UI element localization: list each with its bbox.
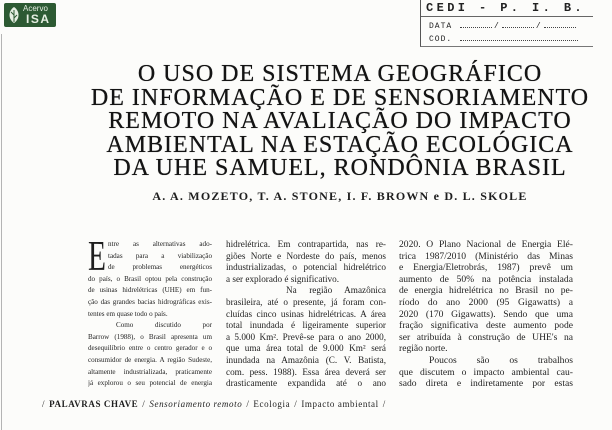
stamp-code-row bbox=[429, 33, 580, 45]
keyword-item: Impacto ambiental bbox=[301, 399, 379, 409]
text-line: tadas para a viabilização bbox=[108, 251, 212, 260]
stamp-date-label: DATA bbox=[429, 22, 453, 31]
text-line: industrializadas, o potencial hidrelétrico bbox=[226, 262, 386, 273]
text-line: sado direta e indiretamente por estas bbox=[399, 378, 573, 390]
text-line: Como discutido por bbox=[116, 321, 212, 330]
text-line: ser atribuída à construção de UHE's na bbox=[399, 331, 573, 343]
archive-stamp bbox=[420, 0, 593, 47]
text-line: drasticamente expandida até o ano bbox=[226, 378, 386, 389]
paragraph bbox=[88, 320, 212, 390]
text-column-1 bbox=[88, 234, 212, 390]
drop-cap: E bbox=[88, 234, 106, 280]
text-line: consumidor de energia. A região Sudeste, bbox=[88, 355, 212, 364]
text-line: hidrelétrica. Em contrapartida, nas re- bbox=[226, 239, 386, 249]
logo-acervo-text: Acervo bbox=[23, 4, 48, 13]
text-line: que uma área total de 9.000 Km² será bbox=[226, 343, 386, 354]
text-line: brasileira, até o presente, já foram con- bbox=[226, 296, 386, 307]
keyword-item: Sensoriamento remoto bbox=[149, 399, 243, 409]
paragraph bbox=[226, 239, 386, 285]
paragraph bbox=[226, 285, 386, 389]
title-line: O USO DE SISTEMA GEOGRÁFICO bbox=[137, 61, 543, 87]
stamp-divider bbox=[421, 16, 593, 17]
leaf-icon bbox=[7, 6, 21, 24]
text-line: Barrow (1988), o Brasil apresenta um bbox=[88, 332, 212, 341]
text-line: fração significativa deste aumento pode bbox=[399, 320, 573, 332]
keywords-separator: / bbox=[142, 399, 146, 409]
keywords-separator: / bbox=[294, 399, 298, 409]
text-line: que discutem o impacto ambiental cau- bbox=[399, 366, 573, 378]
text-line: ríodo do ano 2000 (95 Gigawatts) a bbox=[399, 296, 573, 308]
title-line: DA UHE SAMUEL, RONDÔNIA BRASIL bbox=[113, 155, 567, 182]
stamp-date-row bbox=[429, 20, 578, 32]
text-column-3 bbox=[399, 239, 573, 390]
text-line: a 5.000 Km². Prevê-se para o ano 2000, bbox=[226, 331, 386, 342]
keywords-separator: / bbox=[246, 399, 250, 409]
stamp-date-blank bbox=[460, 20, 492, 28]
text-line: de energia hidrelétrica no Brasil no pe- bbox=[399, 285, 573, 297]
acervo-isa-logo bbox=[4, 3, 56, 27]
stamp-date-blank bbox=[544, 20, 576, 28]
article-title bbox=[70, 63, 610, 181]
stamp-code-blank bbox=[460, 33, 578, 41]
logo-isa-text: ISA bbox=[26, 12, 51, 26]
text-line: do país, o Brasil optou pela construção bbox=[88, 274, 212, 283]
text-line: altamente industrializada, praticamente bbox=[88, 367, 212, 376]
title-line: AMBIENTAL NA ESTAÇÃO ECOLÓGICA bbox=[106, 131, 574, 158]
text-line: com. pess. 1988). Essa área deverá ser bbox=[226, 366, 386, 377]
text-line: já explorou o seu potencial de energia bbox=[88, 379, 212, 388]
text-line: de usinas hidrelétricas (UHE) em fun- bbox=[88, 286, 212, 295]
text-line: cluídas cinco usinas hidrelétricas. A área bbox=[226, 308, 386, 319]
stamp-title: CEDI - P. I. B. bbox=[426, 1, 586, 15]
keywords-line bbox=[42, 398, 390, 410]
keywords-separator: / bbox=[382, 399, 386, 409]
stamp-date-separator: / bbox=[494, 22, 500, 31]
text-line: aumento de 50% na potência instalada bbox=[399, 273, 573, 285]
text-line: tentes em quase todo o país. bbox=[88, 309, 168, 318]
paragraph bbox=[399, 355, 573, 390]
text-line: trica 1987/2010 (Ministério das Minas bbox=[399, 250, 573, 262]
keyword-item: Ecologia bbox=[253, 399, 291, 409]
text-line: ntre as alternativas ado- bbox=[108, 240, 212, 248]
text-line: total inundada é ligeiramente superior bbox=[226, 320, 386, 331]
text-line: Na região Amazônica bbox=[286, 285, 386, 296]
title-line: REMOTO NA AVALIAÇÃO DO IMPACTO bbox=[108, 108, 572, 135]
page-edge bbox=[1, 34, 2, 430]
keywords-label: PALAVRAS CHAVE bbox=[49, 399, 139, 409]
text-line: região norte. bbox=[399, 343, 448, 355]
text-column-2 bbox=[226, 239, 386, 390]
article-authors: A. A. MOZETO, T. A. STONE, I. F. BROWN e D. L. SKOLE bbox=[152, 189, 528, 203]
text-line: 2020 (170 Gigawatts). Sendo que uma bbox=[399, 308, 573, 320]
paragraph bbox=[88, 234, 212, 320]
text-line: Poucos são os trabalhos bbox=[429, 354, 573, 366]
title-line: DE INFORMAÇÃO E DE SENSORIAMENTO bbox=[90, 84, 590, 111]
paragraph bbox=[399, 239, 573, 355]
text-line: giões Norte e Nordeste do país, menos bbox=[226, 250, 386, 261]
text-line: e Energia/Eletrobrás, 1987) prevê um bbox=[399, 262, 573, 274]
stamp-code-label: COD. bbox=[429, 35, 453, 44]
text-line: ção das grandes bacias hidrográficas exis- bbox=[88, 297, 212, 306]
text-line: de problemas energéticos bbox=[108, 263, 212, 272]
text-line: 2020. O Plano Nacional de Energia Elé- bbox=[399, 239, 573, 250]
text-line: a ser explorado é significativo. bbox=[226, 273, 340, 284]
keywords-separator: / bbox=[42, 399, 46, 409]
stamp-date-blank bbox=[502, 20, 534, 28]
text-line: desequilíbrio entre o centro gerador e o bbox=[88, 344, 212, 353]
stamp-date-separator: / bbox=[535, 22, 542, 31]
text-line: inundada na Amazônia (C. V. Batista, bbox=[226, 354, 386, 365]
